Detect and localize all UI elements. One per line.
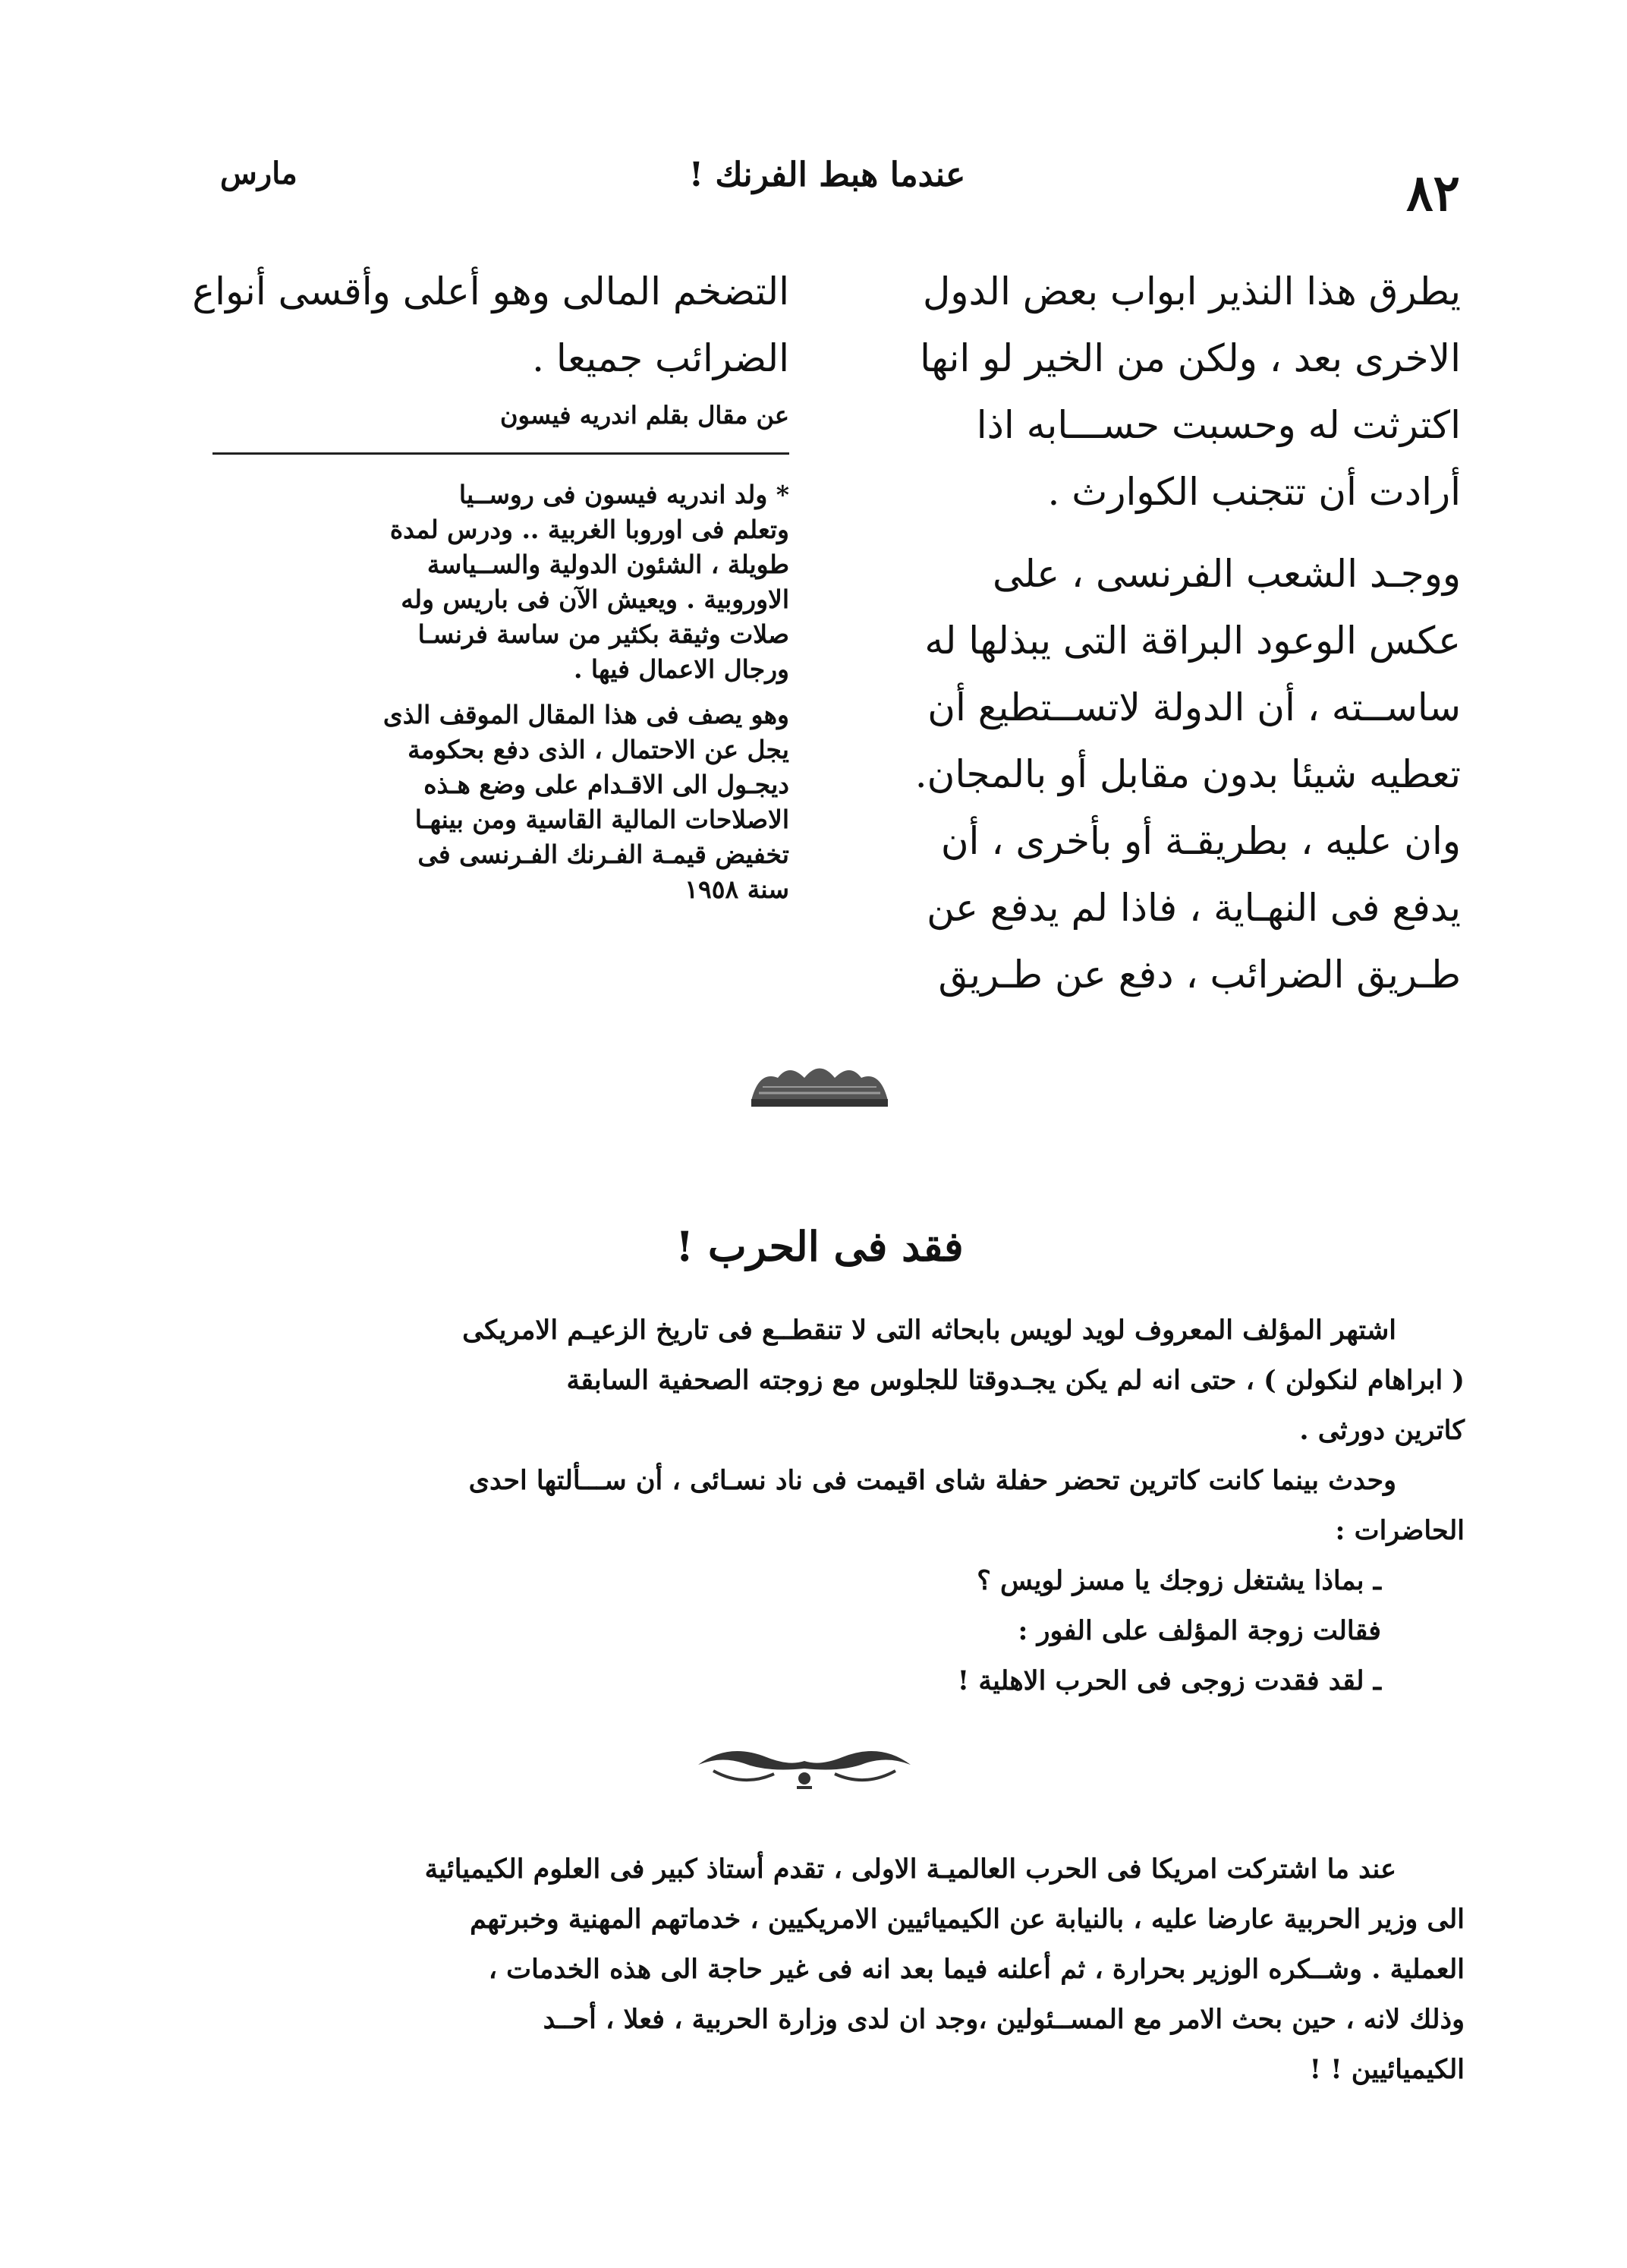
left-column (182, 258, 789, 907)
running-title: عندما هبط الفرنك ! (688, 156, 966, 194)
text-line: الكيميائيين ! ! (1309, 2054, 1465, 2085)
text-line: ورجال الاعمال فيها . (573, 654, 789, 684)
paragraph-continuation (182, 258, 789, 392)
text-line: الحاضرات : (1335, 1515, 1465, 1546)
article-chemists (182, 1844, 1465, 2095)
divider (212, 452, 789, 455)
text-line: تعطيه شيئا بدون مقابل أو بالمجان. (914, 752, 1461, 796)
text-line: طـريق الضرائب ، دفع عن طـريق (938, 953, 1461, 997)
text-line: وحدث بينما كانت كاترين تحضر حفلة شاى اقيمت فى ناد نسـائى ، أن ســـألتها احدى (468, 1465, 1396, 1496)
paragraph (835, 258, 1461, 525)
text-line: وذلك لانه ، حين بحث الامر مع المســئولين ،وجد ان لدى وزارة الحربية ، فعلا ، أحــد (543, 2004, 1465, 2035)
issue-month: مارس (220, 156, 297, 191)
section-ornament-icon (744, 1055, 895, 1108)
text-line: وان عليه ، بطريقـة أو بأخرى ، أن (940, 819, 1461, 863)
text-line: الضرائب جميعا . (532, 336, 789, 380)
dialogue-line: ـ بماذا يشتغل زوجك يا مسز لويس ؟ (977, 1565, 1381, 1596)
author-bio (182, 477, 789, 907)
article-lost-in-war (182, 1306, 1465, 1706)
text-line: الى وزير الحربية عارضا عليه ، بالنيابة عن الكيميائيين الامريكيين ، خدماتهم المهنية وخبرتهم (470, 1904, 1465, 1935)
article-title: فقد فى الحرب ! (675, 1222, 964, 1271)
text-line: وتعلم فى اوروبا الغربية .. ودرس لمدة (389, 515, 789, 544)
text-line: * ولد اندريه فيسون فى روســيا (458, 480, 789, 509)
text-line: ديجـول الى الاقـدام على وضع هـذه (423, 770, 789, 799)
dialogue-line: ـ لقد فقدت زوجى فى الحرب الاهلية ! (957, 1665, 1381, 1696)
text-line: أرادت أن تتجنب الكوارث . (1047, 470, 1461, 514)
text-line: الاوروبية . ويعيش الآن فى باريس وله (401, 584, 789, 614)
text-line: كاترين دورثى . (1299, 1415, 1465, 1446)
article-source: عن مقال بقلم اندريه فيسون (500, 401, 789, 430)
text-line: عكس الوعود البراقة التى يبذلها له (924, 619, 1461, 663)
flourish-ornament-icon (683, 1734, 926, 1795)
text-line: الاخرى بعد ، ولكن من الخير لو انها (920, 336, 1461, 380)
text-line: يطرق هذا النذير ابواب بعض الدول (923, 269, 1461, 313)
text-line: يجل عن الاحتمال ، الذى دفع بحكومة (408, 735, 789, 764)
text-line: تخفيض قيمـة الفـرنك الفـرنسى فى (417, 839, 789, 869)
text-line: ساســته ، أن الدولة لاتســتطيع أن (927, 685, 1461, 729)
text-line: وهو يصف فى هذا المقال الموقف الذى (382, 700, 789, 729)
dialogue-line: فقالت زوجة المؤلف على الفور : (1018, 1615, 1381, 1646)
text-line: اشتهر المؤلف المعروف لويد لويس بابحاثه التى لا تنقطــع فى تاريخ الزعيـم الامريكى (462, 1315, 1396, 1346)
text-line: سنة ١٩٥٨ (684, 874, 789, 904)
text-line: ووجـد الشعب الفرنسى ، على (992, 552, 1461, 596)
right-column (835, 258, 1461, 1008)
page-number: ٨٢ (1406, 163, 1460, 222)
text-line: يدفع فى النهـاية ، فاذا لم يدفع عن (927, 886, 1461, 930)
text-line: طويلة ، الشئون الدولية والســياسة (426, 550, 789, 579)
paragraph (835, 540, 1461, 1008)
text-line: التضخم المالى وهو أعلى وأقسى أنواع (192, 269, 789, 313)
text-line: العملية . وشــكره الوزير بحرارة ، ثم أعلنه فيما بعد انه فى غير حاجة الى هذه الخدمات ، (488, 1954, 1465, 1985)
text-line: عند ما اشتركت امريكا فى الحرب العالميـة الاولى ، تقدم أستاذ كبير فى العلوم الكيميائية (424, 1854, 1396, 1885)
text-line: اكترثت له وحسبت حســـابه اذا (976, 403, 1461, 447)
text-line: صلات وثيقة بكثير من ساسة فرنسـا (417, 619, 789, 649)
text-line: ( ابراهام لنكولن ) ، حتى انه لم يكن يجـدوقتا للجلوس مع زوجته الصحفية السابقة (566, 1365, 1465, 1396)
text-line: الاصلاحات المالية القاسية ومن بينهـا (414, 805, 789, 834)
